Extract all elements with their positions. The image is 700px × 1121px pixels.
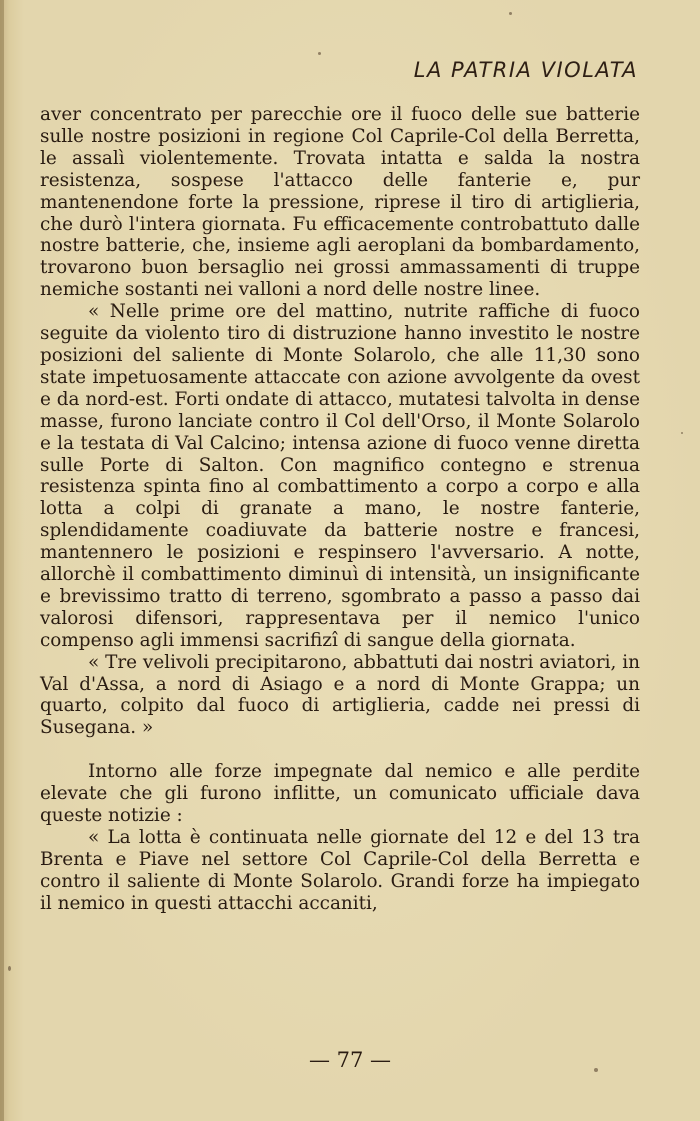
paragraph-5: « La lotta è continuata nelle giornate del 12 e del 13 tra Brenta e Piave nel settore Col Caprile-Col della Berretta e contro il saliente di Monte Solarolo. Grandi forze ha impiegato il nemico in questi attacchi accaniti, [40, 827, 640, 914]
paragraph-4: Intorno alle forze impegnate dal nemico e alle perdite elevate che gli furono inflitte, un comunicato ufficiale dava queste notizie : [40, 761, 640, 827]
paper-speck [509, 12, 512, 15]
paragraph-3: « Tre velivoli precipitarono, abbattuti dai nostri aviatori, in Val d'Assa, a nord di Asiago e a nord di Monte Grappa; un quarto, colpito dal fuoco di artiglieria, cadde nei pressi di Susegana. » [40, 651, 640, 739]
paragraph-2: « Nelle prime ore del mattino, nutrite raffiche di fuoco seguite da violento tiro di distruzione hanno investito le nostre posizioni del saliente di Monte Solarolo, che alle 11,30 sono state impetuosamente attaccate con azione avvolgente da ovest e da nord-est. Forti ondate di attacco, mutatesi talvolta in dense masse, furono lanciate contro il Col dell'Orso, il Monte Solarolo e la testata di Val Calcino; intensa azione di fuoco venne diretta sulle Porte di Salton. Con magnifico contegno e strenua resistenza spinta fino al combattimento a corpo a corpo e alla lotta a colpi di granate a mano, le nostre fanterie, splendidamente coadiuvate da batterie nostre e francesi, mantennero le posizioni e respinsero l'avversario. A notte, allorchè il combattimento diminuì di intensità, un insignificante e brevissimo tratto di terreno, sgombrato a passo a passo dai valorosi difensori, rappresentava per il nemico l'unico compenso agli immensi sacrifizî di sangue della giornata. [40, 301, 640, 651]
paper-speck [8, 966, 11, 971]
paper-speck [594, 1068, 598, 1072]
paper-speck [318, 52, 321, 55]
running-head: LA PATRIA VIOLATA [413, 58, 638, 82]
page-number: — 77 — [308, 1048, 392, 1072]
paragraph-1: aver concentrato per parecchie ore il fuoco delle sue batterie sulle nostre posizioni in regione Col Caprile-Col della Berretta, le assalì violentemente. Trovata intatta e salda la nostra resistenza, sospese l'attacco delle fanterie e, pur mantenendone forte la pressione, riprese il tiro di artiglieria, che durò l'intera giornata. Fu efficacemente controbattuto dalle nostre batterie, che, insieme agli aeroplani da bombardamento, trovarono buon bersaglio nei grossi ammassamenti di truppe nemiche sostanti nei valloni a nord delle nostre linee. [40, 104, 640, 301]
body-text [40, 104, 640, 915]
paper-speck [681, 432, 683, 434]
